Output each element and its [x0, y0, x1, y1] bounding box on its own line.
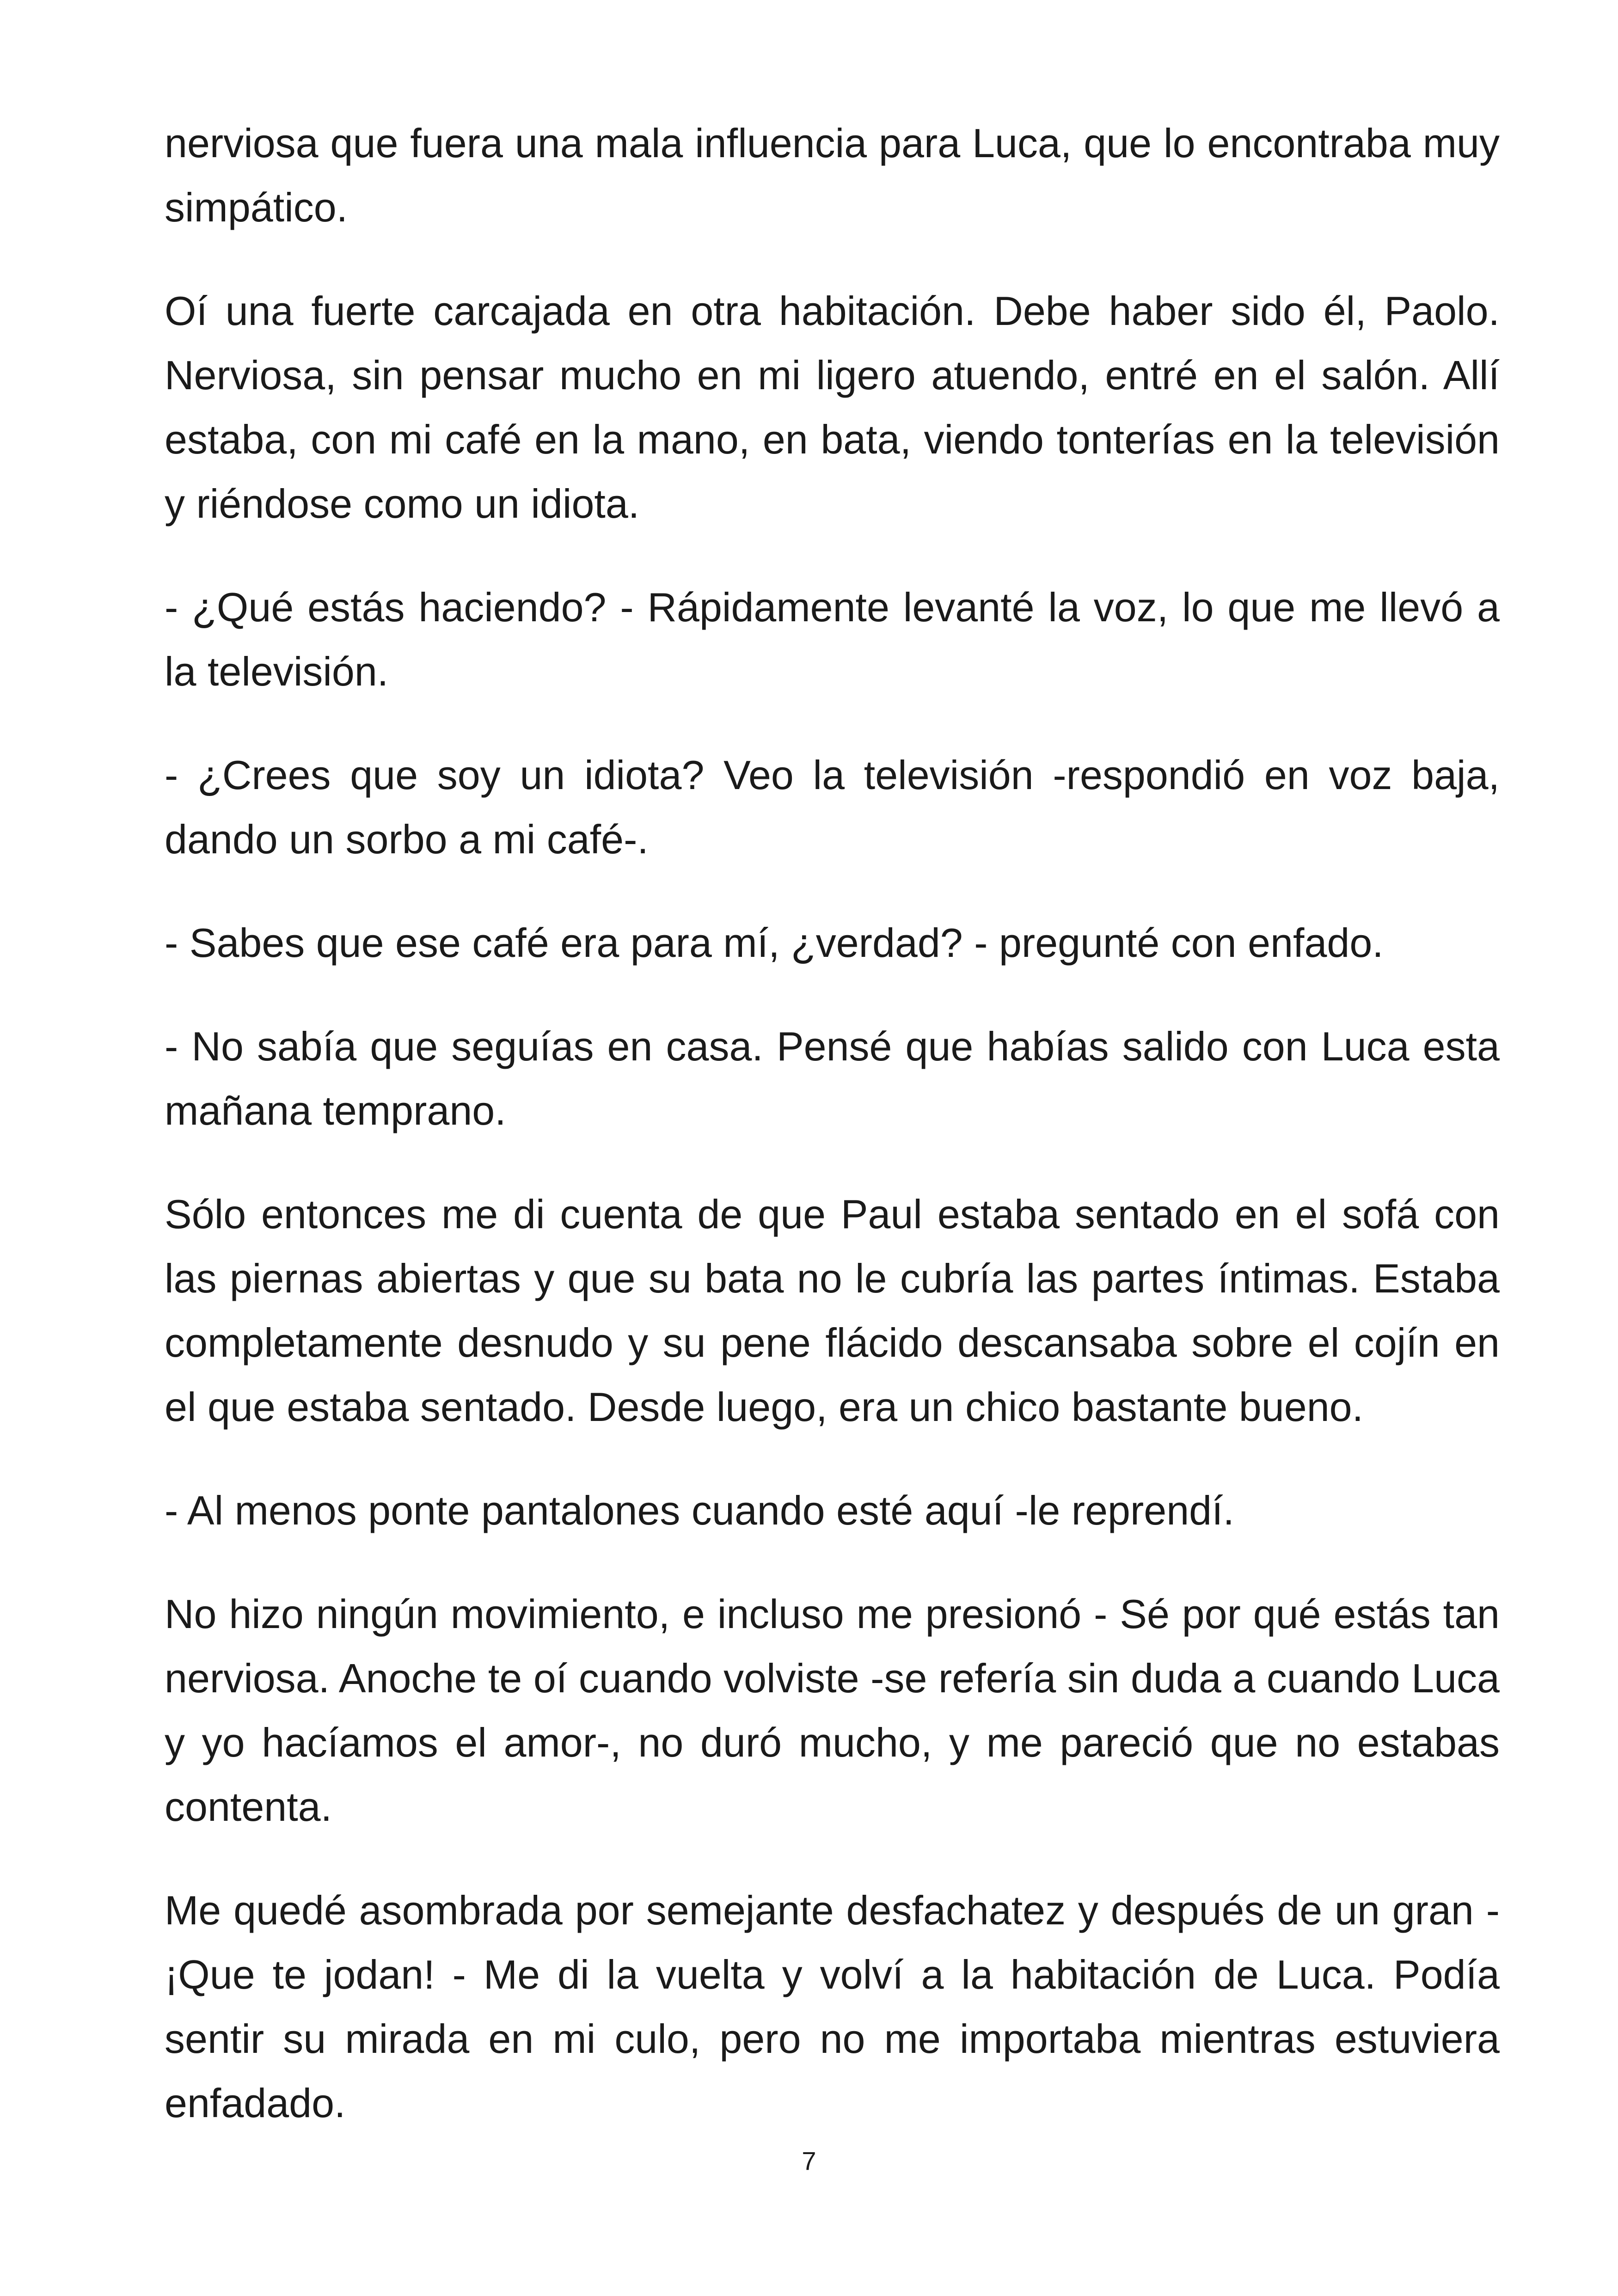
paragraph: nerviosa que fuera una mala influencia para Luca, que lo encontraba muy simpático. [165, 120, 1500, 230]
paragraph: No hizo ningún movimiento, e incluso me presionó - Sé por qué estás tan nerviosa. Anoche te oí cuando volviste -se refería sin duda a cuando Luca y yo hacíamos el amor-, no duró mucho, y me pareció que no estabas contenta. [165, 1591, 1500, 1830]
paragraph: - No sabía que seguías en casa. Pensé que habías salido con Luca esta mañana temprano. [165, 1023, 1500, 1133]
page-body [165, 111, 1500, 2135]
paragraph: - ¿Qué estás haciendo? - Rápidamente levanté la voz, lo que me llevó a la televisión. [165, 584, 1500, 694]
paragraph: - Al menos ponte pantalones cuando esté aquí -le reprendí. [165, 1488, 1234, 1533]
paragraph: Sólo entonces me di cuenta de que Paul estaba sentado en el sofá con las piernas abiertas y que su bata no le cubría las partes íntimas. Estaba completamente desnudo y su pene flácido descansaba sobre el cojín en el que estaba sentado. Desde luego, era un chico bastante bueno. [165, 1191, 1500, 1430]
paragraph: - ¿Crees que soy un idiota? Veo la televisión -respondió en voz baja, dando un sorbo a mi café-. [165, 752, 1500, 862]
paragraph: Oí una fuerte carcajada en otra habitación. Debe haber sido él, Paolo. Nerviosa, sin pensar mucho en mi ligero atuendo, entré en el salón. Allí estaba, con mi café en la mano, en bata, viendo tonterías en la televisión y riéndose como un idiota. [165, 288, 1500, 527]
page-number: 7 [802, 2146, 816, 2175]
paragraph: - Sabes que ese café era para mí, ¿verdad? - pregunté con enfado. [165, 920, 1384, 966]
paragraph: Me quedé asombrada por semejante desfachatez y después de un gran -¡Que te jodan! - Me di la vuelta y volví a la habitación de Luca. Podía sentir su mirada en mi culo, pero no me importaba mientras estuviera enfadado. [165, 1887, 1500, 2126]
